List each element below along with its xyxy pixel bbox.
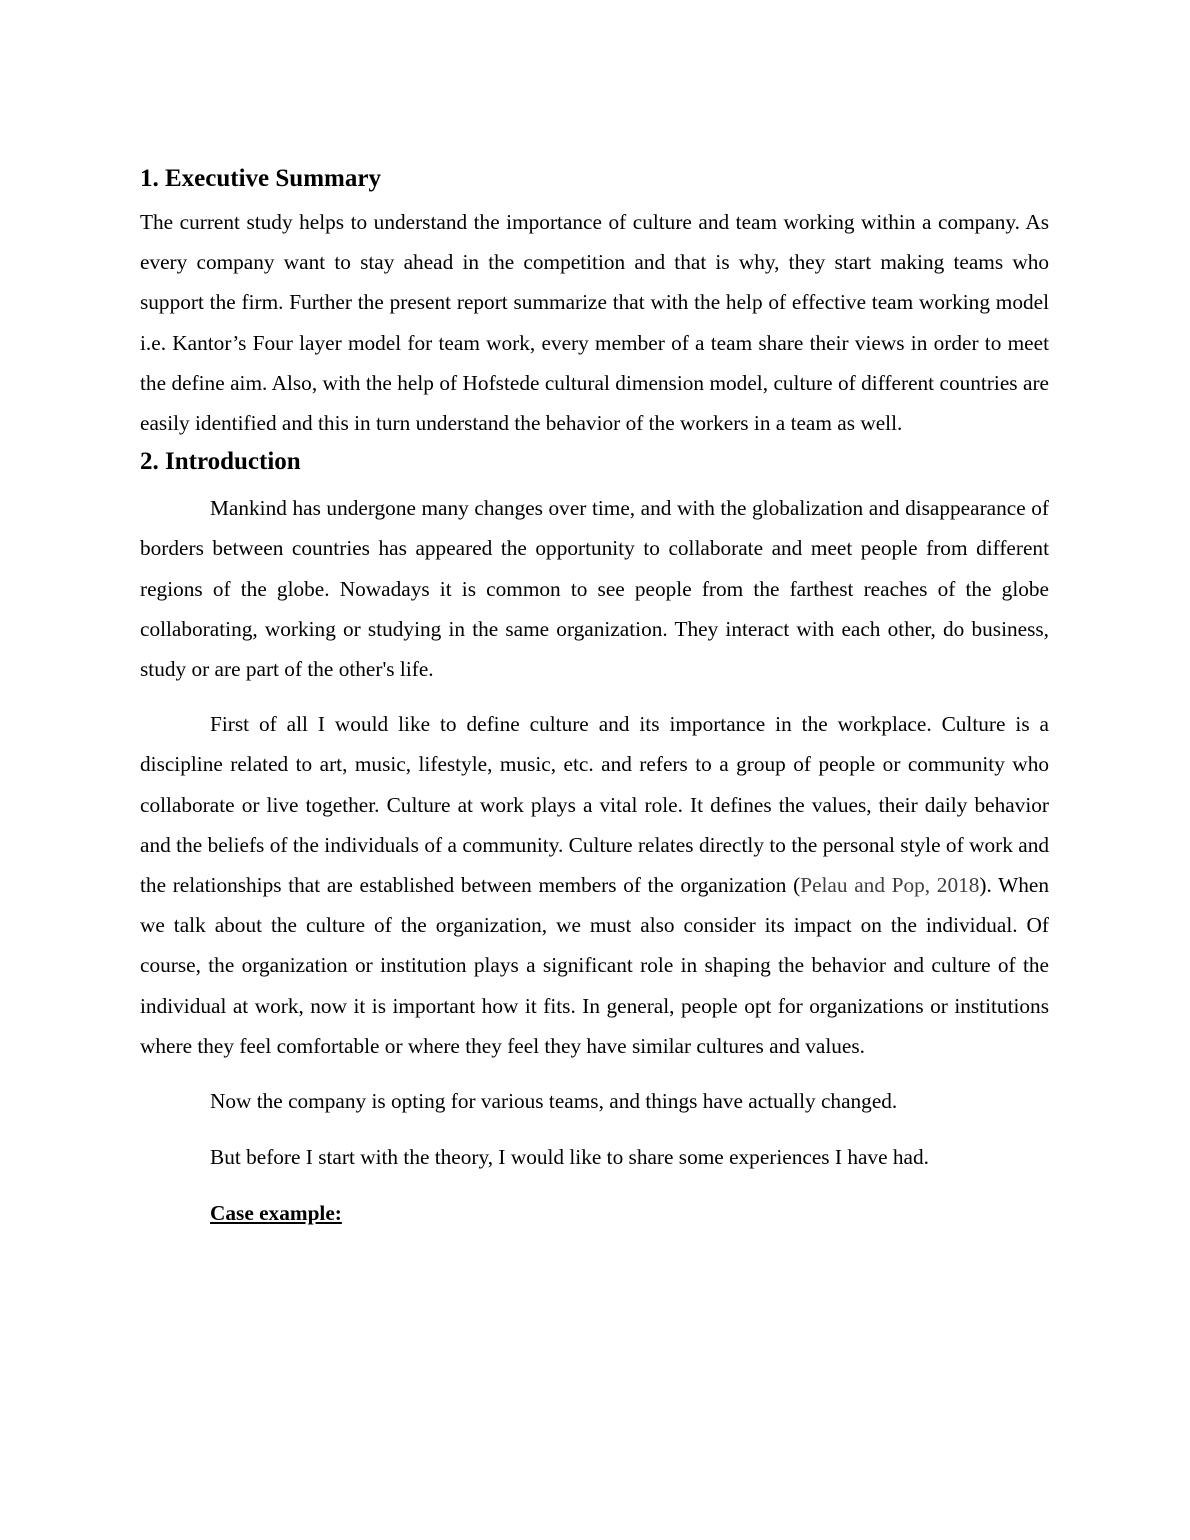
introduction-paragraph-1: Mankind has undergone many changes over time, and with the globalization and disappearance of borders between countries has appeared the opportunity to collaborate and meet people from different regions of the globe. Nowadays it is common to see people from the farthest reaches of the globe collaborating, working or studying in the same organization. They interact with each other, do business, study or are part of the other's life. <box>140 496 1049 682</box>
paragraph-2-text-after-citation: ). When we talk about the culture of the organization, we must also consider its impact on the individual. Of course, the organization or institution plays a significant role in shaping the behavior and culture of the individual at work, now it is important how it fits. In general, people opt for organizations or institutions where they feel comfortable or where they feel they have similar cultures and values. <box>140 873 1049 1058</box>
introduction-heading: 2. Introduction <box>140 448 301 476</box>
teams-change-line: Now the company is opting for various teams, and things have actually changed. <box>210 1089 898 1114</box>
case-example-label: Case example: <box>210 1201 342 1226</box>
case-example-line <box>140 1193 1049 1233</box>
document-page <box>140 160 1049 1234</box>
paragraph-2-text-before-citation: First of all I would like to define culture and its importance in the workplace. Culture is a discipline related to art, music, lifestyle, music, etc. and refers to a group of people or community who collaborate or live together. Culture at work plays a vital role. It defines the values, their daily behavior and the beliefs of the individuals of a community. Culture relates directly to the personal style of work and the relationships that are established between members of the organization ( <box>140 712 1049 898</box>
experiences-line: But before I start with the theory, I would like to share some experiences I have had. <box>210 1145 929 1170</box>
citation-pelau-pop: Pelau and Pop, 2018 <box>800 873 980 898</box>
introduction-paragraph-2 <box>140 704 1049 1066</box>
executive-summary-heading: 1. Executive Summary <box>140 165 381 192</box>
executive-summary-paragraph: The current study helps to understand the importance of culture and team working within a company. As every company want to stay ahead in the competition and that is why, they start making teams who support the firm. Further the present report summarize that with the help of effective team working model i.e. Kantor’s Four layer model for team work, every member of a team share their views in order to meet the define aim. Also, with the help of Hofstede cultural dimension model, culture of different countries are easily identified and this in turn understand the behavior of the workers in a team as well. <box>140 210 1049 436</box>
